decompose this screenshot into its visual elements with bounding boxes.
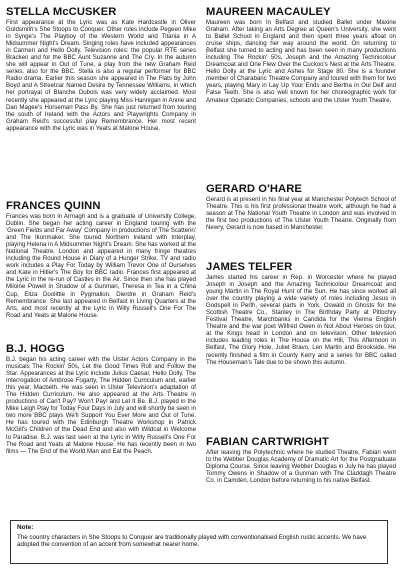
bio-text: James started his career in Rep. in Worcester where he played Joseph in Joseph and the Amazing Technicolour Dreamcoat and young Martin in The Royal Hunt of the Sun. He has since worked all over the country playing a wide variety of roles including Jesus in Godspell in Perth, several parts in York, Oswald in Ghosts for the Scottish Theatre Co., Stanley in The Birthday Party at Pitlochry Festival Theatre, Marchbanks in Candida for the Vienna English Theatre and the war poet Wilfred Owen in Not About Heroes on tour, at the Kings head in London and on television. Other television includes leading roles in The House on the Hill, This Afternoon in Belfast, The Glory Hole, Juliet Bravo, Len Martin and Brookside. He recently finished a film in County Kerry and a series for BBC called The Houseman's Tale due to be shown this autumn. [206,274,396,366]
bio-text: First appearance at the Lyric was as Kate Hardcastle in Oliver Goldsmith's She Stoops to Conquer. Other roles include Pegeen Mike in Synge's The Playboy of the Western World and Titania in A Midsummer Night's Dream. Singing roles have included appearances in Carmen and Hello Dolly. Television roles: the popular RTE series Bracken and for the BBC Aunt Suzanne and The Cry. In the autumn she will appear in Out of Tune, a play from the new Graham Reid series, also for the BBC. Stella is also a regular performer for BBC Radio drama. Earlier this season she appeared in The Flats by John Boyd and A Streetcar Named Desire by Tennessee Williams, in which her portrayal of Blanche Dubois was very widely acclaimed. Most recently she appeared at the Lyric playing Miss Hannigan in Annie and Dan Magee's Horseman Pass By. She has just returned from touring the south of Ireland with the Actors and Playwrights Company in Graham Reid's successful play Remembrance. Her most recent appearance with the Lyric was in Yeats at Malone House. [6,19,196,132]
bio-frances-quinn [6,200,196,319]
note-box [10,520,388,564]
bio-name: GERARD O'HARE [206,183,302,195]
bio-text: Gerard is at present in his final year at Manchester Polytech School of Theatre. This is his first professional theatre work, although he had a season at The National Youth Theatre in London and was involved in the first two productions of The Ulster Youth Theatre. Originally from Newry, Gerard is now based in Manchester. [206,196,396,232]
bio-stella-mccusker [6,6,196,132]
bio-name: JAMES TELFER [206,261,293,273]
bio-name: STELLA McCUSKER [6,6,117,18]
bio-maureen-macauley [206,6,396,104]
bio-name: FRANCES QUINN [6,200,101,212]
bio-text: Maureen was born in Belfast and studied Ballet under Maxine Graham. After taking an Arts Degree at Queen's University, she went to Ballet School in England and then spent three years afloat on cruise ships, dancing her way around the world. On returning to Belfast she turned to acting and has been seen in many productions including The Rockin' 50s, Joseph and the Amazing Technicolour Dreamcoat and One Flew Over the Cuckoo's Nest at the Arts Theatre. Hello Dolly at the Lyric and Ashes for Stage 80. She is a founder member of Charabanc Theatre Company and toured with them for two years, playing Mary in Lay Up Your Ends and Bertha in Oul Delf and False Teeth. She is also well known for her choreographic work for Amateur Operatic Companies, schools and the Ulster Youth Theatre. [206,19,396,104]
bio-text: After leaving the Polytechnic where he studied Theatre, Fabian went to the Webber Douglas Academy of Dramatic Art for the Postgraduate Diploma Course. Since leaving Webber Douglas in July he has played Tommy Owens in Shadow of a Gunman with The Claddagh Theatre Co. in Camden, London before returning to his native Belfast. [206,449,396,485]
bio-gerard-ohare [206,183,396,231]
bio-fabian-cartwright [206,436,396,484]
right-column [206,0,396,520]
bio-name: B.J. HOGG [6,343,65,355]
note-text: The country characters in She Stoops to Conquer are traditionally played with conventionalised English rustic accents. We have adopted the convention of an accent from somewhat nearer home. [17,534,367,549]
left-column [6,0,196,520]
bio-name: FABIAN CARTWRIGHT [206,436,329,448]
bio-text: Frances was born in Armagh and is a graduate of University College, Dublin. She began her acting career in England touring with the 'Green Fields and Far Away' Company in productions of The Scatterin' and The Ikonmaker. She toured Northern Ireland with Interplay, playing Helena in A Midsummer Night's Dream. She has worked at the National Theatre, London and appeared in many fringe theatres including the Round House in Diary of a Hunger Strike. TV and radio work includes a Play For Today by William Trevor One of Ourselves and Kate in Hitler's The Boy for BBC radio. Frances first appeared at the Lyric in the re-run of Castles in the Air. Since then she has played Miloine Powell in Shadow of a Gunman, Theresa in Tea in a China Cup, Eliza Doolittle in Pygmalion, Dierdre in Graham Reid's Remembrance. She last appeared in Belfast in Living Quarters at the Arts, and most recently at the Lyric in Willy Russell's One For The Road and Yeats at Malone House. [6,213,196,319]
bio-bj-hogg [6,343,196,455]
bio-text: B.J. began his acting career with the Ulster Actors Company in the musicals The Rockin' 50s, Let the Good Times Roll and Follow the Star. Appearances at the Lyric include Julius Caesar, Hello Dolly, The Interrogation of Ambrose Fogarty, The Hidden Curriculum and, earlier this year, Macbeth. He was seen in Ulster Television's adaptation of The Hidden Curriculum. He also appeared at the Arts Theatre in productions of Can't Pay? Won't Pay! and Let It Be. B.J. played in the Mike Leigh Play for Today Four Days in July and will shortly be seen in two more BBC plays We'll Support You Ever More and Out of Tune. He has toured with the Edinburgh Theatre Workshop in Patrick McGill's Children of the Dead End and also with Wildcat in Welcome to Paradise. B.J. was last seen at the Lyric in Willy Russell's One For The Road and Yeats at Malone House. He has recently been in two films — The End of the World Man and Eat the Peach. [6,356,196,455]
note-title: Note: [17,524,34,531]
bio-name: MAUREEN MACAULEY [206,6,331,18]
bio-james-telfer [206,261,396,366]
